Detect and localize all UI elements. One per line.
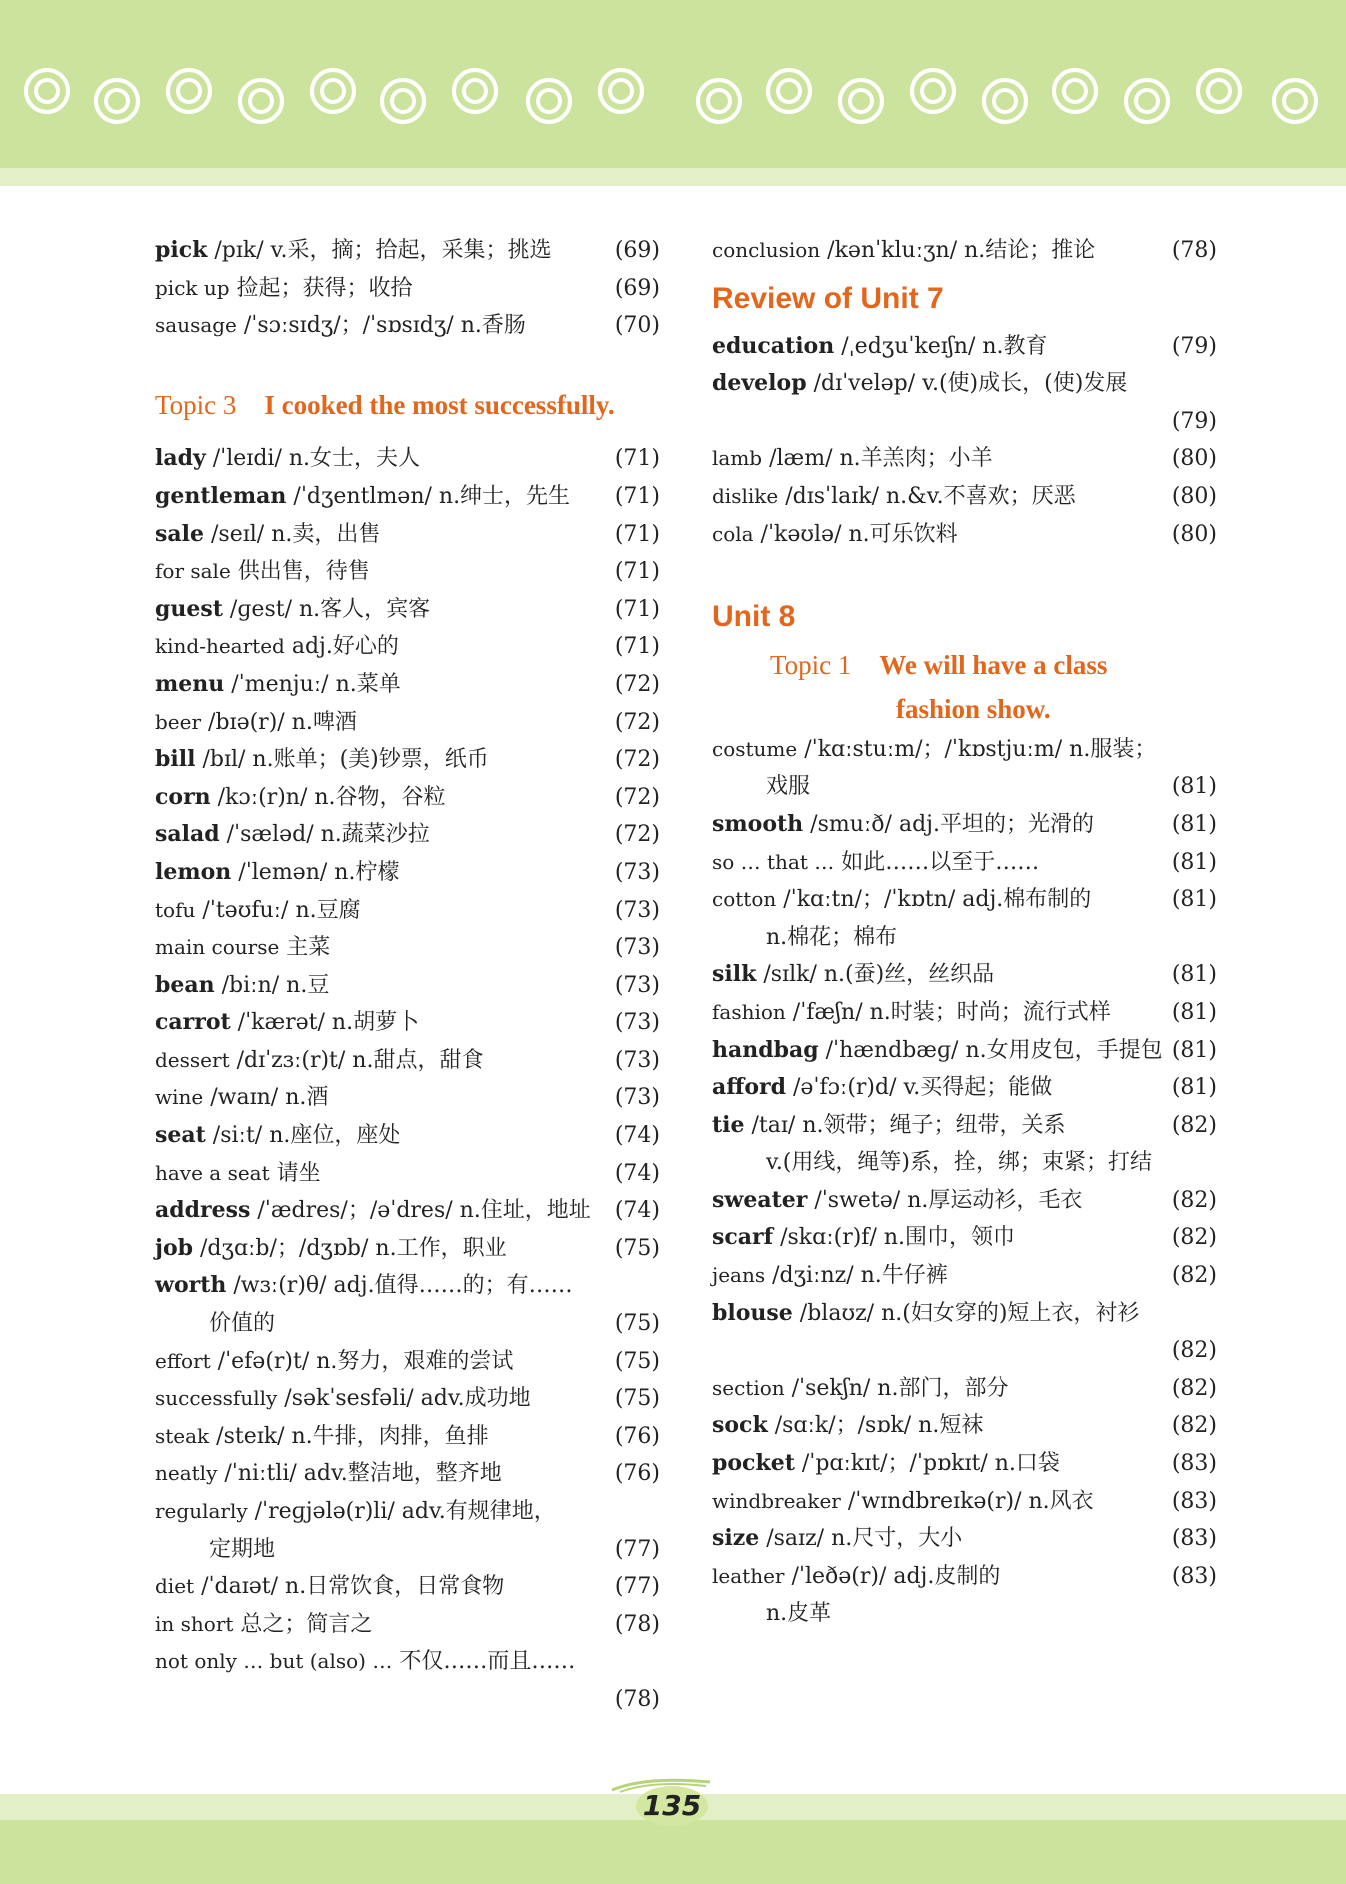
ring-decoration: [1272, 78, 1318, 124]
definition: /seɪl/ n.卖，出售: [204, 521, 381, 547]
vocab-entry: [712, 1370, 1217, 1408]
page-ref: (78): [1171, 238, 1217, 263]
unit-heading-text: Unit 8: [712, 599, 796, 633]
vocab-entry: [712, 1219, 1217, 1257]
headword: leather: [712, 1563, 785, 1588]
page-ref: (81): [1171, 962, 1217, 988]
definition: /waɪn/ n.酒: [203, 1085, 329, 1111]
headword: conclusion: [712, 238, 821, 262]
headword: sale: [155, 520, 204, 547]
vocab-entry: [155, 1606, 660, 1644]
definition: /ˈmenjuː/ n.菜单: [224, 671, 401, 697]
definition: /ˌedʒuˈkeɪʃn/ n.教育: [834, 333, 1048, 359]
vocab-entry: [155, 967, 660, 1005]
vocab-entry: [712, 1332, 1217, 1370]
left-column: [155, 232, 660, 1719]
page-ref: (72): [614, 784, 660, 810]
vocab-entry: [155, 1531, 660, 1569]
definition: /ˈswetə/ n.厚运动衫，毛衣: [807, 1187, 1083, 1213]
vocab-entry: [155, 1380, 660, 1418]
vocab-entry: [155, 779, 660, 817]
page-ref: (81): [1171, 849, 1217, 875]
headword: neatly: [155, 1461, 218, 1486]
definition: 供出售，待售: [230, 559, 370, 585]
ring-decoration: [238, 78, 284, 124]
definition: 定期地: [209, 1536, 276, 1562]
definition: /ˈhændbæɡ/ n.女用皮包，手提包: [818, 1037, 1163, 1063]
right-entries-unit8: [712, 731, 1217, 1633]
page-ref: (73): [614, 1047, 660, 1073]
vocab-entry: [712, 731, 1217, 769]
headword: silk: [712, 961, 757, 988]
unit-heading: [712, 591, 1217, 643]
page-ref: (72): [614, 822, 660, 848]
vocab-entry: [155, 516, 660, 554]
headword: carrot: [155, 1009, 231, 1036]
definition: /dɪˈveləp/ v.(使)成长，(使)发展: [806, 371, 1128, 397]
right-entries-review: [712, 328, 1217, 554]
page-ref: (82): [1171, 1112, 1217, 1138]
definition: /ˈædres/；/əˈdres/ n.住址，地址: [250, 1198, 591, 1224]
definition: /saɪz/ n.尺寸，大小: [759, 1526, 963, 1552]
headword: lemon: [155, 858, 232, 885]
headword: dislike: [712, 483, 779, 508]
vocab-entry: [712, 1257, 1217, 1295]
vocab-entry: [712, 1445, 1217, 1483]
topic3-heading: [155, 382, 660, 428]
vocab-entry: [712, 881, 1217, 919]
definition: /ˈwɪndbreɪkə(r)/ n.风衣: [840, 1488, 1094, 1514]
vocab-entry: [712, 1295, 1217, 1333]
page-number: 135: [636, 1786, 708, 1826]
spacer: [712, 553, 1217, 591]
headword: tie: [712, 1111, 745, 1138]
headword: regularly: [155, 1499, 248, 1523]
vocab-entry: [712, 1107, 1217, 1145]
vocab-entry: [712, 1595, 1217, 1633]
headword: effort: [155, 1348, 211, 1373]
definition: 戏服: [766, 774, 811, 800]
headword: address: [155, 1197, 251, 1224]
page-ref: (82): [1171, 1375, 1217, 1401]
definition: /ˈlemən/ n.柠檬: [231, 859, 400, 885]
page-ref: (83): [1171, 1526, 1217, 1552]
vocab-entry: [712, 1144, 1217, 1182]
headword: worth: [155, 1272, 227, 1299]
definition: /blaʊz/ n.(妇女穿的)短上衣，衬衫: [792, 1300, 1140, 1326]
vocab-entry: [712, 806, 1217, 844]
headword: develop: [712, 370, 807, 397]
page-ref: (77): [614, 1574, 660, 1600]
definition: /ˈkærət/ n.胡萝卜: [230, 1010, 420, 1036]
headword: wine: [155, 1085, 204, 1110]
page-ref: (74): [614, 1123, 660, 1149]
headword: education: [712, 332, 835, 359]
page-ref: (71): [614, 521, 660, 547]
page-ref: (81): [1171, 999, 1217, 1025]
headword: afford: [712, 1074, 786, 1101]
ring-decoration: [598, 68, 644, 114]
headword: bean: [155, 971, 215, 998]
vocab-entry: [155, 1418, 660, 1456]
vocab-entry: [712, 365, 1217, 403]
vocab-entry: [155, 854, 660, 892]
vocab-entry: [155, 1343, 660, 1381]
page-ref: (81): [1171, 774, 1217, 800]
vocab-entry: [712, 956, 1217, 994]
headword: diet: [155, 1574, 195, 1599]
page-ref: (71): [614, 559, 660, 585]
vocab-entry: [712, 403, 1217, 441]
ring-decoration: [696, 78, 742, 124]
headword: fashion: [712, 999, 786, 1024]
page-ref: (81): [1171, 887, 1217, 913]
definition: /ˈleðə(r)/ adj.皮制的: [784, 1563, 1001, 1589]
definition: /skɑː(r)f/ n.围巾，领巾: [773, 1225, 1016, 1251]
headword: menu: [155, 670, 225, 697]
page-ref: (79): [1171, 333, 1217, 359]
definition: /ˈfæʃn/ n.时装；时尚；流行式样: [785, 999, 1111, 1025]
headword: job: [155, 1234, 194, 1261]
headword: main course: [155, 935, 280, 960]
page-ref: (76): [614, 1461, 660, 1487]
definition: /wɜː(r)θ/ adj.值得……的；有……: [226, 1273, 573, 1299]
headword: steak: [155, 1423, 210, 1448]
definition: /ˈdʒentlmən/ n.绅士，先生: [286, 483, 571, 509]
definition: /taɪ/ n.领带；绳子；纽带，关系: [744, 1112, 1066, 1138]
page-ref: (81): [1171, 811, 1217, 837]
page-ref: (72): [614, 747, 660, 773]
review-heading: [712, 270, 1217, 328]
page-ref: (73): [614, 897, 660, 923]
page-ref: (73): [614, 935, 660, 961]
vocab-entry: [155, 1192, 660, 1230]
headword: costume: [712, 736, 798, 761]
spacer: [155, 428, 660, 440]
vocab-entry: [155, 232, 660, 270]
vocab-entry: [155, 666, 660, 704]
ring-decoration: [838, 78, 884, 124]
headword: beer: [155, 709, 202, 734]
vocab-entry: [155, 1681, 660, 1719]
headword: seat: [155, 1122, 206, 1149]
vocab-entry: [712, 516, 1217, 554]
vocab-entry: [712, 768, 1217, 806]
headword: gentleman: [155, 482, 287, 509]
vocab-entry: [155, 816, 660, 854]
headword: bill: [155, 746, 196, 773]
page-ref: (79): [1171, 408, 1217, 434]
definition: /biːn/ n.豆: [214, 972, 330, 998]
ring-decoration: [24, 68, 70, 114]
page-ref: (80): [1171, 483, 1217, 509]
definition: /ˈkɑːstuːm/；/ˈkɒstjuːm/ n.服装；: [797, 736, 1157, 762]
ring-decoration: [526, 78, 572, 124]
page-ref: (71): [614, 483, 660, 509]
headword: corn: [155, 783, 211, 810]
definition: /siːt/ n.座位，座处: [205, 1123, 401, 1149]
topic3-title: I cooked the most successfully.: [264, 390, 615, 421]
definition: /səkˈsesfəli/ adv.成功地: [277, 1386, 531, 1412]
vocab-entry: [155, 1568, 660, 1606]
page-ref: (71): [614, 634, 660, 660]
definition: adj.好心的: [284, 634, 399, 660]
page-ref: (82): [1171, 1413, 1217, 1439]
headword: have a seat: [155, 1160, 270, 1185]
ring-decoration: [380, 78, 426, 124]
ring-decoration: [766, 68, 812, 114]
headword: so … that …: [712, 849, 835, 874]
definition: /bɪə(r)/ n.啤酒: [201, 709, 357, 735]
definition: /kɔː(r)n/ n.谷物，谷粒: [210, 784, 446, 810]
headword: sock: [712, 1412, 768, 1439]
page-ref: (82): [1171, 1263, 1217, 1289]
ring-decoration: [1052, 68, 1098, 114]
definition: /ˈsɔːsɪdʒ/；/ˈsɒsɪdʒ/ n.香肠: [236, 313, 526, 339]
definition: 总之；简言之: [233, 1611, 373, 1637]
definition: /ˈpɑːkɪt/；/ˈpɒkɪt/ n.口袋: [794, 1451, 1060, 1477]
headword: sausage: [155, 313, 237, 338]
page-ref: (72): [614, 709, 660, 735]
vocab-entry: [155, 1117, 660, 1155]
vocab-entry: [155, 1493, 660, 1531]
spacer: [155, 345, 660, 383]
definition: /ˈsekʃn/ n.部门，部分: [784, 1375, 1009, 1401]
page-ref: (69): [614, 238, 660, 263]
vocab-entry: [712, 844, 1217, 882]
headword: smooth: [712, 810, 804, 837]
ring-decoration: [166, 68, 212, 114]
left-entries-topic3: [155, 440, 660, 1718]
vocab-entry: [712, 478, 1217, 516]
definition: n.棉花；棉布: [766, 924, 898, 950]
vocab-entry: [155, 307, 660, 345]
page-ref: (82): [1171, 1338, 1217, 1364]
vocab-entry: [712, 328, 1217, 366]
definition: /dɪˈzɜː(r)t/ n.甜点，甜食: [229, 1047, 484, 1073]
definition: 主菜: [279, 935, 331, 961]
page-ref: (75): [614, 1348, 660, 1374]
page-ref: (70): [614, 313, 660, 339]
vocab-entry: [712, 1182, 1217, 1220]
headword: kind-hearted: [155, 634, 285, 659]
definition: /smuːð/ adj.平坦的；光滑的: [803, 811, 1094, 837]
vocab-entry: [155, 1004, 660, 1042]
vocab-entry: [712, 1407, 1217, 1445]
vocab-entry: [155, 1230, 660, 1268]
definition: /dɪsˈlaɪk/ n.&v.不喜欢；厌恶: [778, 483, 1076, 509]
vocab-entry: [155, 1305, 660, 1343]
page-ref: (82): [1171, 1225, 1217, 1251]
vocab-entry: [155, 591, 660, 629]
vocab-entry: [155, 1155, 660, 1193]
vocab-entry: [155, 1079, 660, 1117]
vocab-entry: [712, 1558, 1217, 1596]
page-ref: (71): [614, 446, 660, 472]
definition: /ˈkɑːtn/；/ˈkɒtn/ adj.棉布制的: [776, 887, 1092, 913]
page-ref: (74): [614, 1198, 660, 1224]
headword: handbag: [712, 1036, 819, 1063]
ring-decoration: [982, 78, 1028, 124]
left-entries-top: [155, 232, 660, 345]
page-ref: (71): [614, 596, 660, 622]
headword: lamb: [712, 446, 763, 471]
topic1-heading-line1: [712, 643, 1217, 687]
headword: jeans: [712, 1263, 766, 1288]
headword: guest: [155, 595, 223, 622]
page-ref: (80): [1171, 521, 1217, 547]
vocab-entry: [712, 1520, 1217, 1558]
review-heading-text: Review of Unit 7: [712, 281, 944, 315]
page-ref: (73): [614, 972, 660, 998]
page-ref: (73): [614, 859, 660, 885]
headword: sweater: [712, 1186, 808, 1213]
vocab-entry: [155, 1267, 660, 1305]
definition: /ˈsæləd/ n.蔬菜沙拉: [219, 822, 430, 848]
page-ref: (75): [614, 1386, 660, 1412]
page-ref: (83): [1171, 1488, 1217, 1514]
ring-decoration: [452, 68, 498, 114]
vocab-entry: [712, 994, 1217, 1032]
headword: pocket: [712, 1450, 795, 1477]
right-entries-top: [712, 232, 1217, 270]
definition: /ˈefə(r)t/ n.努力，艰难的尝试: [210, 1348, 514, 1374]
definition: /pɪk/ v.采，摘；拾起，采集；挑选: [207, 238, 552, 263]
page-ref: (74): [614, 1160, 660, 1186]
definition: 如此……以至于……: [834, 849, 1040, 875]
ring-decoration: [1196, 68, 1242, 114]
page-ref: (69): [614, 275, 660, 301]
page-ref: (83): [1171, 1563, 1217, 1589]
page-ref: (82): [1171, 1187, 1217, 1213]
vocab-entry: [155, 1643, 660, 1681]
definition: 不仅……而且……: [392, 1649, 576, 1675]
headword: lady: [155, 445, 206, 472]
headword: pick: [155, 237, 208, 263]
definition: /dʒiːnz/ n.牛仔裤: [765, 1263, 948, 1289]
definition: v.(用线，绳等)系，拴，绑；束紧；打结: [766, 1150, 1152, 1176]
topic1-label: Topic 1: [770, 649, 852, 680]
headword: blouse: [712, 1299, 793, 1326]
vocab-entry: [712, 1483, 1217, 1521]
page-ref: (77): [614, 1536, 660, 1562]
vocab-entry: [155, 270, 660, 308]
page-ref: (78): [614, 1611, 660, 1637]
vocab-entry: [155, 1455, 660, 1493]
vocab-entry: [712, 919, 1217, 957]
ring-decoration: [310, 68, 356, 114]
topic1-heading-line2: [712, 687, 1217, 731]
definition: /kənˈkluːʒn/ n.结论；推论: [820, 238, 1096, 263]
page-ref: (75): [614, 1311, 660, 1337]
headword: windbreaker: [712, 1488, 841, 1513]
ring-decoration: [1124, 78, 1170, 124]
headword: cotton: [712, 887, 777, 912]
vocab-entry: [155, 929, 660, 967]
vocab-entry: [155, 440, 660, 478]
ring-decoration: [910, 68, 956, 114]
page-ref: (76): [614, 1423, 660, 1449]
headword: successfully: [155, 1386, 278, 1411]
page-ref: (75): [614, 1235, 660, 1261]
headword: pick up: [155, 275, 230, 300]
definition: /ˈkəʊlə/ n.可乐饮料: [753, 521, 958, 547]
definition: /bɪl/ n.账单；(美)钞票，纸币: [195, 747, 489, 773]
definition: /ˈniːtli/ adv.整洁地，整齐地: [217, 1461, 502, 1487]
page-ref: (72): [614, 671, 660, 697]
definition: 价值的: [209, 1311, 276, 1337]
headword: cola: [712, 521, 754, 546]
definition: 捡起；获得；收拾: [229, 275, 413, 301]
vocab-entry: [155, 628, 660, 666]
page-ref: (73): [614, 1010, 660, 1036]
vocab-entry: [155, 1042, 660, 1080]
headword: in short: [155, 1611, 234, 1636]
page-ref: (83): [1171, 1451, 1217, 1477]
definition: /sɑːk/；/sɒk/ n.短袜: [767, 1413, 984, 1439]
definition: /læm/ n.羊羔肉；小羊: [762, 446, 993, 472]
headword: for sale: [155, 559, 231, 584]
ring-decoration: [94, 78, 140, 124]
headword: not only … but (also) …: [155, 1649, 393, 1674]
vocab-entry: [712, 1069, 1217, 1107]
definition: /ˈtəʊfuː/ n.豆腐: [195, 897, 361, 923]
right-column: [712, 232, 1217, 1633]
definition: /ˈreɡjələ(r)li/ adv.有规律地，: [247, 1499, 556, 1524]
page-ref: (81): [1171, 1075, 1217, 1101]
vocab-entry: [712, 232, 1217, 270]
vocab-entry: [712, 440, 1217, 478]
headword: tofu: [155, 897, 196, 922]
definition: /əˈfɔː(r)d/ v.买得起；能做: [785, 1075, 1053, 1101]
definition: /dʒɑːb/；/dʒɒb/ n.工作，职业: [193, 1235, 507, 1261]
headword: scarf: [712, 1224, 774, 1251]
headword: size: [712, 1525, 760, 1552]
topic3-label: Topic 3: [155, 390, 237, 421]
headword: dessert: [155, 1047, 230, 1072]
definition: /sɪlk/ n.(蚕)丝，丝织品: [756, 962, 995, 988]
definition: /ˈdaɪət/ n.日常饮食，日常食物: [194, 1574, 505, 1600]
headword: section: [712, 1375, 785, 1400]
page-ref: (73): [614, 1085, 660, 1111]
topic1-title-line2: fashion show.: [896, 693, 1051, 724]
definition: /ɡest/ n.客人，宾客: [222, 596, 431, 622]
definition: /steɪk/ n.牛排，肉排，鱼排: [209, 1423, 489, 1449]
vocab-entry: [155, 704, 660, 742]
headword: salad: [155, 821, 220, 848]
definition: n.皮革: [766, 1601, 832, 1627]
page-number-badge: [606, 1770, 716, 1830]
page-ref: (80): [1171, 446, 1217, 472]
page-ref: (78): [614, 1686, 660, 1712]
vocab-entry: [155, 892, 660, 930]
page-ref: (81): [1171, 1037, 1217, 1063]
vocab-entry: [155, 478, 660, 516]
vocab-entry: [155, 553, 660, 591]
definition: /ˈleɪdi/ n.女士，夫人: [205, 446, 421, 472]
vocab-entry: [712, 1032, 1217, 1070]
vocab-entry: [155, 741, 660, 779]
header-strip: [0, 168, 1346, 186]
definition: 请坐: [269, 1160, 321, 1186]
topic1-title-line1: We will have a class: [879, 649, 1108, 680]
